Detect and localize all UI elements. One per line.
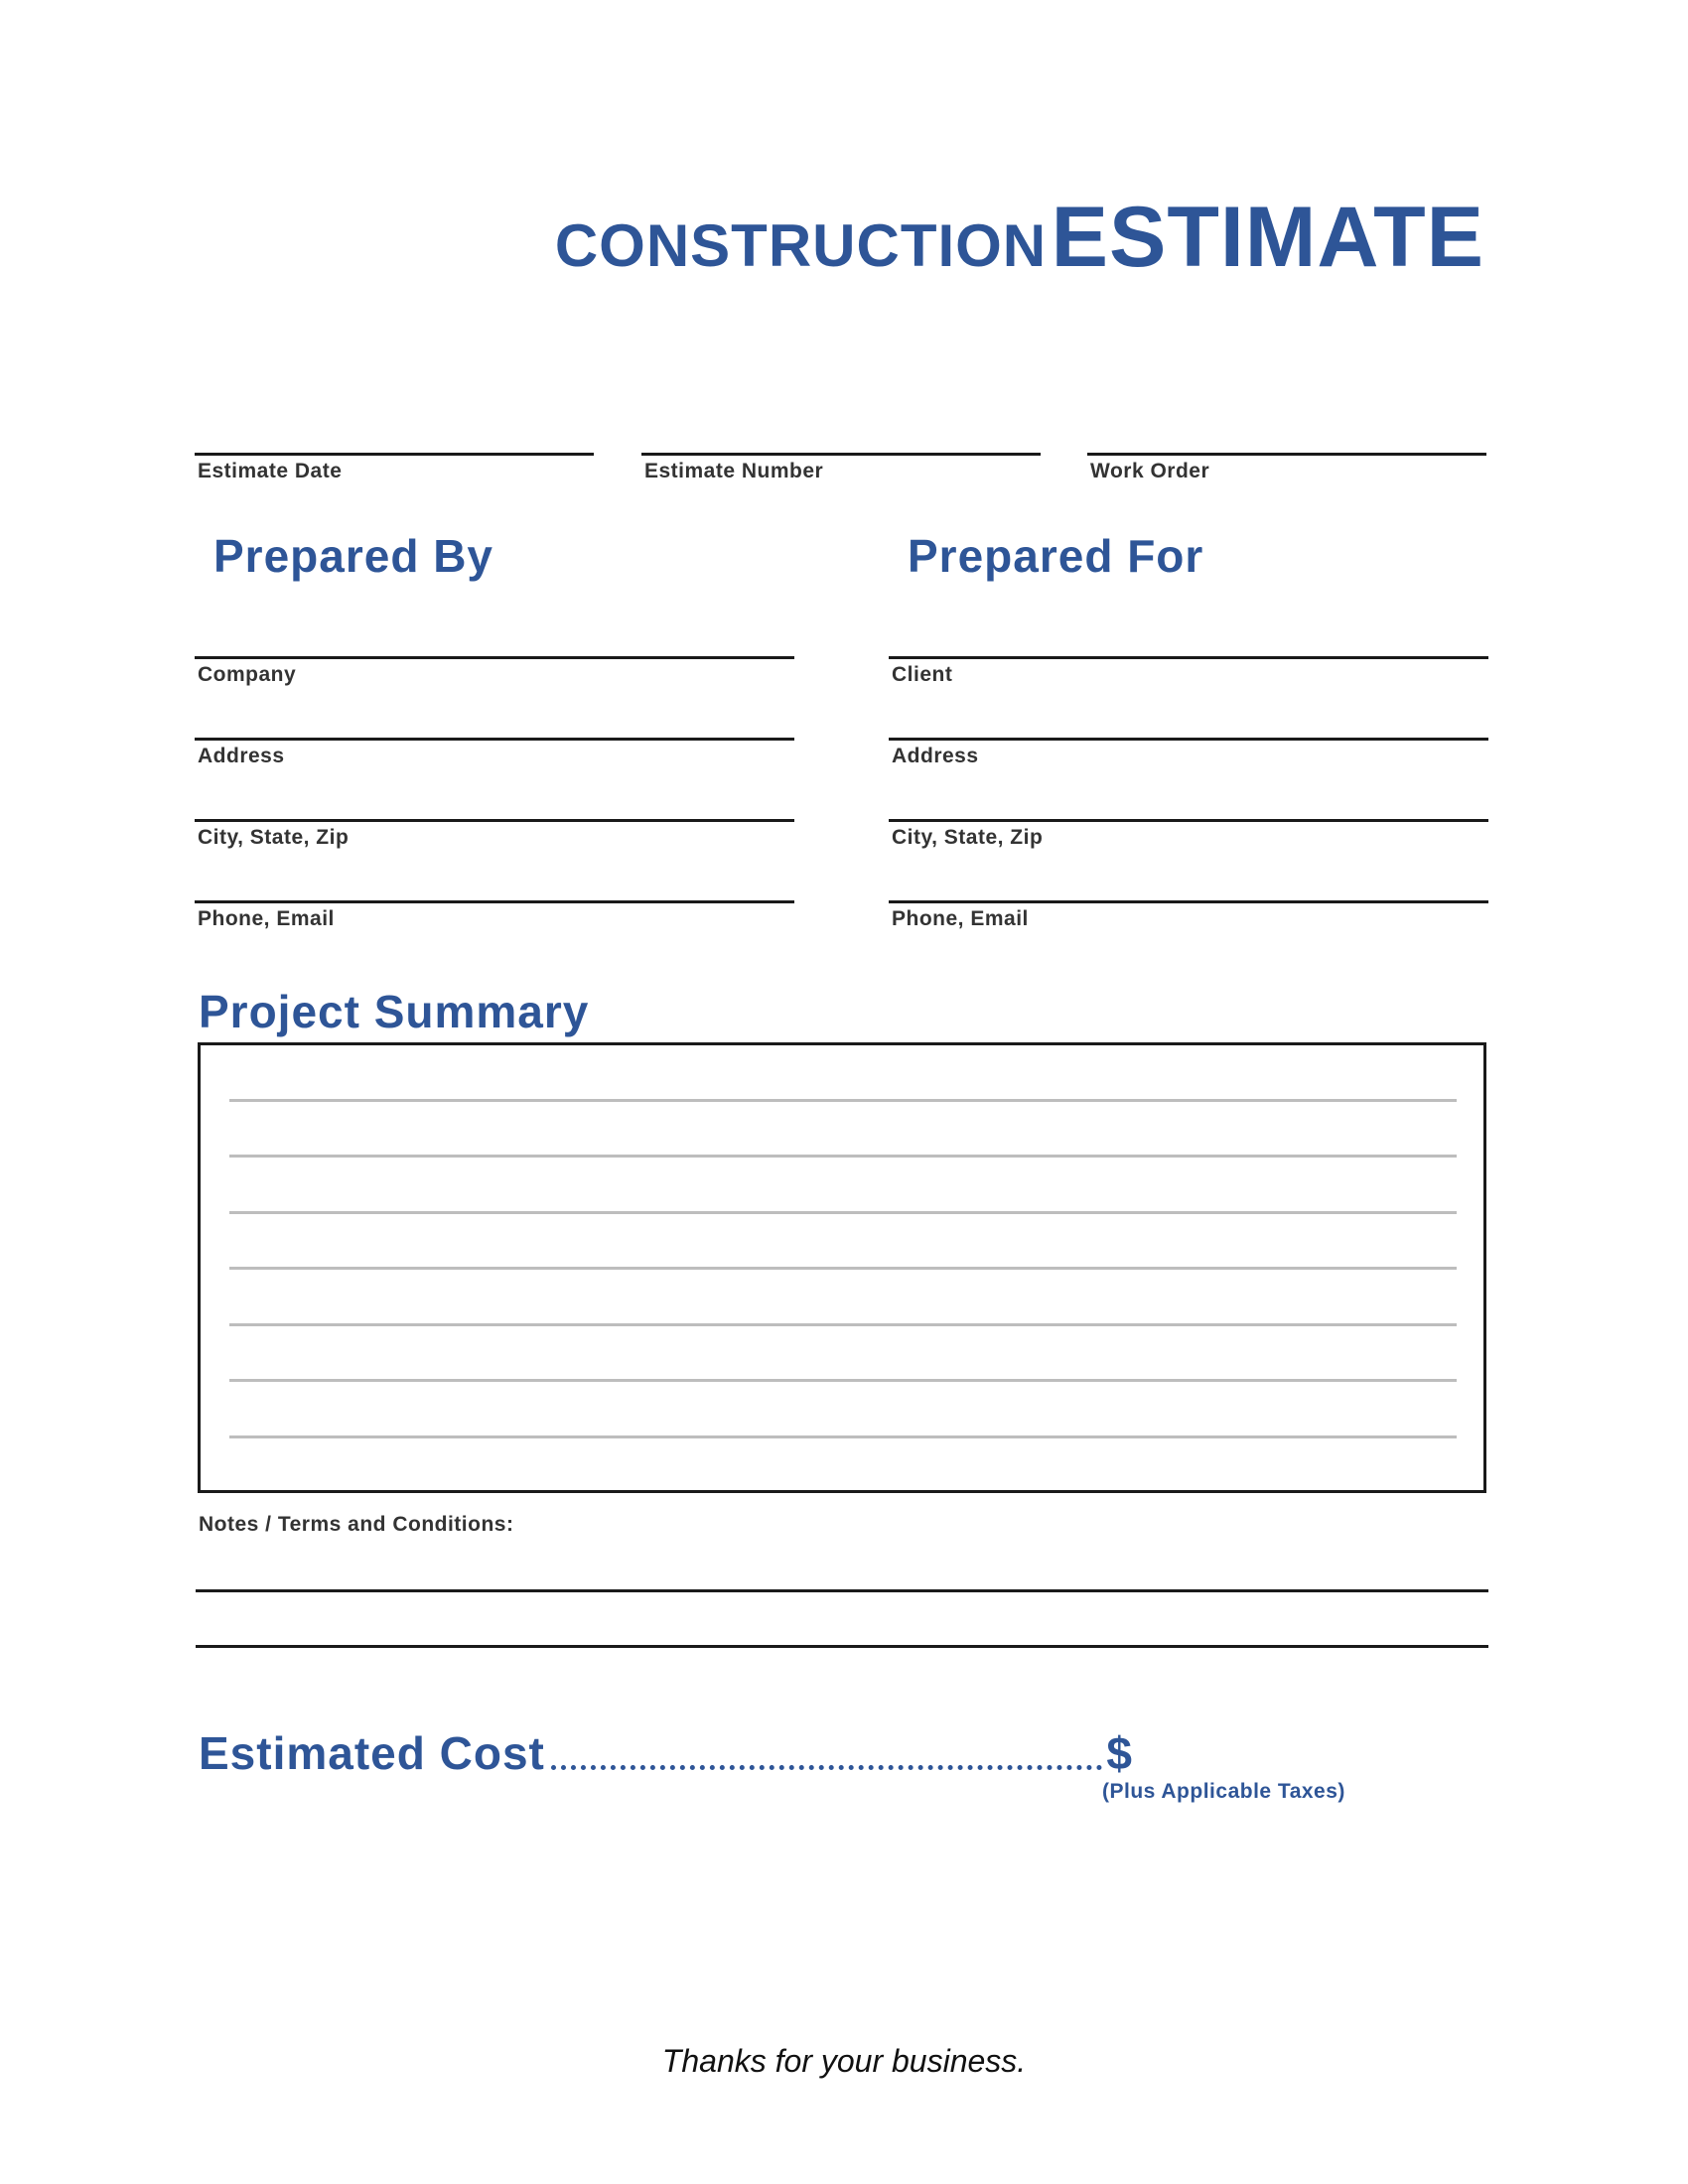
work-order-field[interactable]	[1087, 453, 1486, 483]
for-phone-email-line	[889, 900, 1488, 903]
for-city-state-zip-label: City, State, Zip	[892, 826, 1044, 849]
by-city-state-zip-field[interactable]	[195, 819, 794, 850]
by-city-state-zip-label: City, State, Zip	[198, 826, 350, 849]
document-title	[554, 190, 1484, 285]
company-line	[195, 656, 794, 659]
for-phone-email-label: Phone, Email	[892, 907, 1029, 930]
notes-label: Notes / Terms and Conditions:	[199, 1513, 514, 1536]
estimate-number-label: Estimate Number	[644, 460, 824, 482]
estimate-number-field[interactable]	[641, 453, 1041, 483]
for-address-label: Address	[892, 745, 979, 767]
estimate-date-field[interactable]	[195, 453, 594, 483]
title-prefix: CONSTRUCTION	[554, 212, 1048, 279]
by-city-state-zip-line	[195, 819, 794, 822]
client-label: Client	[892, 663, 953, 686]
project-summary-box[interactable]	[198, 1042, 1486, 1493]
client-field[interactable]	[889, 656, 1488, 687]
company-field[interactable]	[195, 656, 794, 687]
summary-line	[229, 1099, 1457, 1102]
by-phone-email-field[interactable]	[195, 900, 794, 931]
summary-line	[229, 1323, 1457, 1326]
summary-line	[229, 1211, 1457, 1214]
dot-leader	[551, 1765, 1103, 1770]
title-main: ESTIMATE	[1051, 190, 1484, 285]
thanks-message: Thanks for your business.	[661, 2043, 1027, 2079]
estimate-date-label: Estimate Date	[198, 460, 343, 482]
estimate-number-line	[641, 453, 1041, 456]
currency-symbol[interactable]: $	[1106, 1727, 1132, 1779]
estimated-cost-label: Estimated Cost	[199, 1727, 545, 1779]
for-address-line	[889, 738, 1488, 741]
summary-line	[229, 1267, 1457, 1270]
for-city-state-zip-field[interactable]	[889, 819, 1488, 850]
notes-line[interactable]	[196, 1589, 1488, 1592]
prepared-for-heading: Prepared For	[908, 530, 1204, 582]
work-order-label: Work Order	[1090, 460, 1210, 482]
summary-line	[229, 1155, 1457, 1158]
work-order-line	[1087, 453, 1486, 456]
summary-line	[229, 1435, 1457, 1438]
by-address-label: Address	[198, 745, 285, 767]
project-summary-heading: Project Summary	[199, 986, 590, 1037]
prepared-by-heading: Prepared By	[213, 530, 494, 582]
summary-line	[229, 1379, 1457, 1382]
notes-line[interactable]	[196, 1645, 1488, 1648]
client-line	[889, 656, 1488, 659]
for-phone-email-field[interactable]	[889, 900, 1488, 931]
estimate-date-line	[195, 453, 594, 456]
by-phone-email-label: Phone, Email	[198, 907, 335, 930]
for-city-state-zip-line	[889, 819, 1488, 822]
for-address-field[interactable]	[889, 738, 1488, 768]
company-label: Company	[198, 663, 297, 686]
by-phone-email-line	[195, 900, 794, 903]
estimated-cost-row	[199, 1720, 1132, 1780]
by-address-field[interactable]	[195, 738, 794, 768]
by-address-line	[195, 738, 794, 741]
taxes-note: (Plus Applicable Taxes)	[1102, 1780, 1345, 1803]
